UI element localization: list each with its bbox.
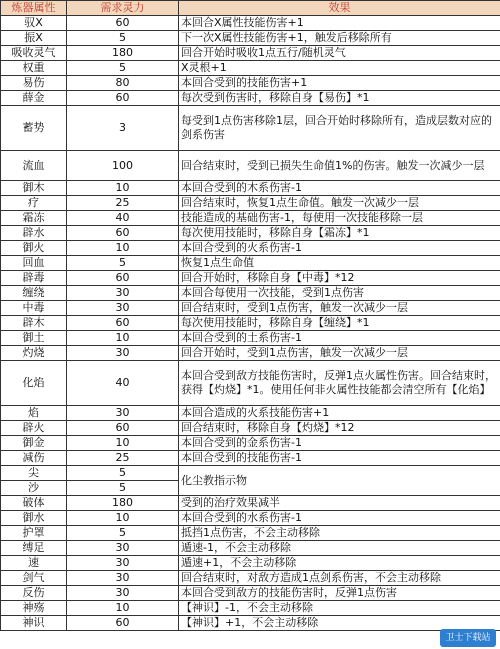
attribute-cell: 反伤 — [1, 586, 67, 601]
table-row — [1, 226, 500, 241]
effect-cell: 本回合受到的火系伤害-1 — [179, 241, 500, 256]
attribute-cell: 疗 — [1, 196, 67, 211]
spirit-cost-cell: 60 — [67, 91, 179, 106]
effect-cell: 每受到1点伤害移除1层，回合开始时移除所有，造成层数对应的剑系伤害 — [179, 106, 500, 151]
attribute-cell: 减伤 — [1, 451, 67, 466]
effect-cell: 每次受到伤害时，移除自身【易伤】*1 — [179, 91, 500, 106]
spirit-cost-cell: 25 — [67, 196, 179, 211]
table-row — [1, 196, 500, 211]
spirit-cost-cell: 10 — [67, 241, 179, 256]
table-row — [1, 571, 500, 586]
attribute-cell: 缚足 — [1, 541, 67, 556]
effect-cell: 回合结束时，移除自身【灼烧】*12 — [179, 421, 500, 436]
spirit-cost-cell: 60 — [67, 421, 179, 436]
effect-cell: 本回合受到的木系伤害-1 — [179, 181, 500, 196]
spirit-cost-cell: 30 — [67, 586, 179, 601]
attribute-cell: 护罩 — [1, 526, 67, 541]
attribute-cell: 流血 — [1, 151, 67, 181]
attribute-cell: 中毒 — [1, 301, 67, 316]
spirit-cost-cell: 5 — [67, 526, 179, 541]
effect-cell: 化尘教指示物 — [179, 466, 500, 496]
effect-cell: 回合开始时，移除自身【中毒】*12 — [179, 271, 500, 286]
table-row — [1, 61, 500, 76]
table-row — [1, 301, 500, 316]
table-row — [1, 31, 500, 46]
site-watermark-logo: 卫士下载站 — [440, 629, 496, 647]
attribute-cell: 灼烧 — [1, 346, 67, 361]
attribute-cell: 霜冻 — [1, 211, 67, 226]
attribute-cell: 御土 — [1, 331, 67, 346]
table-row — [1, 361, 500, 406]
table-row — [1, 466, 500, 481]
table-row — [1, 76, 500, 91]
header-attribute: 炼器属性 — [1, 1, 67, 16]
attribute-cell: 化焰 — [1, 361, 67, 406]
spirit-cost-cell: 60 — [67, 316, 179, 331]
attribute-cell: 易伤 — [1, 76, 67, 91]
table-row — [1, 91, 500, 106]
effect-cell: 遁速+1，不会主动移除 — [179, 556, 500, 571]
table-row — [1, 526, 500, 541]
spirit-cost-cell: 30 — [67, 286, 179, 301]
effect-cell: 本回合受到的技能伤害-1 — [179, 451, 500, 466]
attribute-cell: 御火 — [1, 241, 67, 256]
effect-cell: 每次使用技能时，移除自身【霜冻】*1 — [179, 226, 500, 241]
spirit-cost-cell: 5 — [67, 31, 179, 46]
effect-cell: 本回合每使用一次技能，受到1点伤害 — [179, 286, 500, 301]
attribute-cell: 辟火 — [1, 421, 67, 436]
spirit-cost-cell: 10 — [67, 601, 179, 616]
spirit-cost-cell: 30 — [67, 346, 179, 361]
attribute-cell: 吸收灵气 — [1, 46, 67, 61]
attribute-cell: 神殇 — [1, 601, 67, 616]
spirit-cost-cell: 180 — [67, 496, 179, 511]
effect-cell: 本回合造成的火系技能伤害+1 — [179, 406, 500, 421]
effect-cell: 【神识】+1，不会主动移除 — [179, 616, 500, 631]
spirit-cost-cell: 60 — [67, 271, 179, 286]
effect-cell: 【神识】-1，不会主动移除 — [179, 601, 500, 616]
attribute-cell: 沙 — [1, 481, 67, 496]
spirit-cost-cell: 5 — [67, 256, 179, 271]
effect-cell: 本回合受到的水系伤害-1 — [179, 511, 500, 526]
table-row — [1, 541, 500, 556]
spirit-cost-cell: 5 — [67, 61, 179, 76]
table-row — [1, 211, 500, 226]
spirit-cost-cell: 30 — [67, 556, 179, 571]
spirit-cost-cell: 3 — [67, 106, 179, 151]
table-row — [1, 586, 500, 601]
effect-cell: 本回合受到敌方技能伤害时，反弹1点火属性伤害。回合结束时，获得【灼烧】*1。使用任何非火属性技能都会清空所有【化焰】 — [179, 361, 500, 406]
table-row — [1, 436, 500, 451]
table-row — [1, 286, 500, 301]
effect-cell: 回合结束时，受到已损失生命值1%的伤害。触发一次减少一层 — [179, 151, 500, 181]
effect-cell: 回合结束时，恢复1点生命值。触发一次减少一层 — [179, 196, 500, 211]
attribute-cell: 驭X — [1, 16, 67, 31]
table-row — [1, 496, 500, 511]
spirit-cost-cell: 60 — [67, 616, 179, 631]
spirit-cost-cell: 60 — [67, 16, 179, 31]
table-row — [1, 181, 500, 196]
effect-cell: 回合结束时，对敌方造成1点剑系伤害，不会主动移除 — [179, 571, 500, 586]
effect-cell: 抵挡1点伤害，不会主动移除 — [179, 526, 500, 541]
attribute-cell: 辟水 — [1, 226, 67, 241]
spirit-cost-cell: 60 — [67, 226, 179, 241]
spirit-cost-cell: 30 — [67, 406, 179, 421]
spirit-cost-cell: 10 — [67, 436, 179, 451]
attribute-cell: 缠绕 — [1, 286, 67, 301]
attribute-cell: 振X — [1, 31, 67, 46]
attribute-cell: 蓄势 — [1, 106, 67, 151]
effect-cell: 遁速-1，不会主动移除 — [179, 541, 500, 556]
effect-cell: 本回合X属性技能伤害+1 — [179, 16, 500, 31]
spirit-cost-cell: 80 — [67, 76, 179, 91]
table-row — [1, 451, 500, 466]
effect-cell: 受到的治疗效果减半 — [179, 496, 500, 511]
table-row — [1, 511, 500, 526]
table-row — [1, 601, 500, 616]
table-row — [1, 46, 500, 61]
table-row — [1, 316, 500, 331]
effect-cell: X灵根+1 — [179, 61, 500, 76]
attribute-cell: 薛金 — [1, 91, 67, 106]
attribute-cell: 回血 — [1, 256, 67, 271]
spirit-cost-cell: 30 — [67, 571, 179, 586]
attribute-cell: 尖 — [1, 466, 67, 481]
attribute-cell: 剑气 — [1, 571, 67, 586]
effect-cell: 回合结束时，受到1点伤害，触发一次减少一层 — [179, 301, 500, 316]
spirit-cost-cell: 10 — [67, 511, 179, 526]
spirit-cost-cell: 100 — [67, 151, 179, 181]
header-spirit-cost: 需求灵力 — [67, 1, 179, 16]
table-row — [1, 331, 500, 346]
effect-cell: 每次使用技能时，移除自身【缠绕】*1 — [179, 316, 500, 331]
spirit-cost-cell: 40 — [67, 211, 179, 226]
attribute-cell: 焰 — [1, 406, 67, 421]
spirit-cost-cell: 40 — [67, 361, 179, 406]
table-row — [1, 421, 500, 436]
table-row — [1, 241, 500, 256]
attribute-cell: 神识 — [1, 616, 67, 631]
effect-cell: 下一次X属性技能伤害+1，触发后移除所有 — [179, 31, 500, 46]
table-row — [1, 151, 500, 181]
attribute-cell: 辟木 — [1, 316, 67, 331]
attribute-cell: 御金 — [1, 436, 67, 451]
effect-cell: 本回合受到的金系伤害-1 — [179, 436, 500, 451]
effect-cell: 技能造成的基础伤害-1，每使用一次技能移除一层 — [179, 211, 500, 226]
spirit-cost-cell: 10 — [67, 331, 179, 346]
attribute-cell: 速 — [1, 556, 67, 571]
table-row — [1, 16, 500, 31]
spirit-cost-cell: 25 — [67, 451, 179, 466]
table-row — [1, 346, 500, 361]
effect-cell: 恢复1点生命值 — [179, 256, 500, 271]
attribute-cell: 权重 — [1, 61, 67, 76]
effect-cell: 本回合受到的技能伤害+1 — [179, 76, 500, 91]
table-row — [1, 616, 500, 631]
header-effect: 效果 — [179, 1, 500, 16]
table-row — [1, 271, 500, 286]
table-row — [1, 556, 500, 571]
effect-cell: 回合开始时，受到1点伤害，触发一次减少一层 — [179, 346, 500, 361]
table-header-row — [1, 1, 500, 16]
spirit-cost-cell: 5 — [67, 466, 179, 481]
attribute-cell: 辟毒 — [1, 271, 67, 286]
table-row — [1, 106, 500, 151]
spirit-cost-cell: 10 — [67, 181, 179, 196]
spirit-cost-cell: 30 — [67, 541, 179, 556]
effect-cell: 本回合受到敌方的技能伤害时，反弹1点伤害 — [179, 586, 500, 601]
spirit-cost-cell: 5 — [67, 481, 179, 496]
effect-cell: 本回合受到的土系伤害-1 — [179, 331, 500, 346]
attribute-cell: 御木 — [1, 181, 67, 196]
spirit-cost-cell: 180 — [67, 46, 179, 61]
attribute-cell: 破体 — [1, 496, 67, 511]
attribute-cell: 御水 — [1, 511, 67, 526]
table-row — [1, 256, 500, 271]
table-row — [1, 406, 500, 421]
spirit-cost-cell: 30 — [67, 301, 179, 316]
effect-cell: 回合开始时吸收1点五行/随机灵气 — [179, 46, 500, 61]
